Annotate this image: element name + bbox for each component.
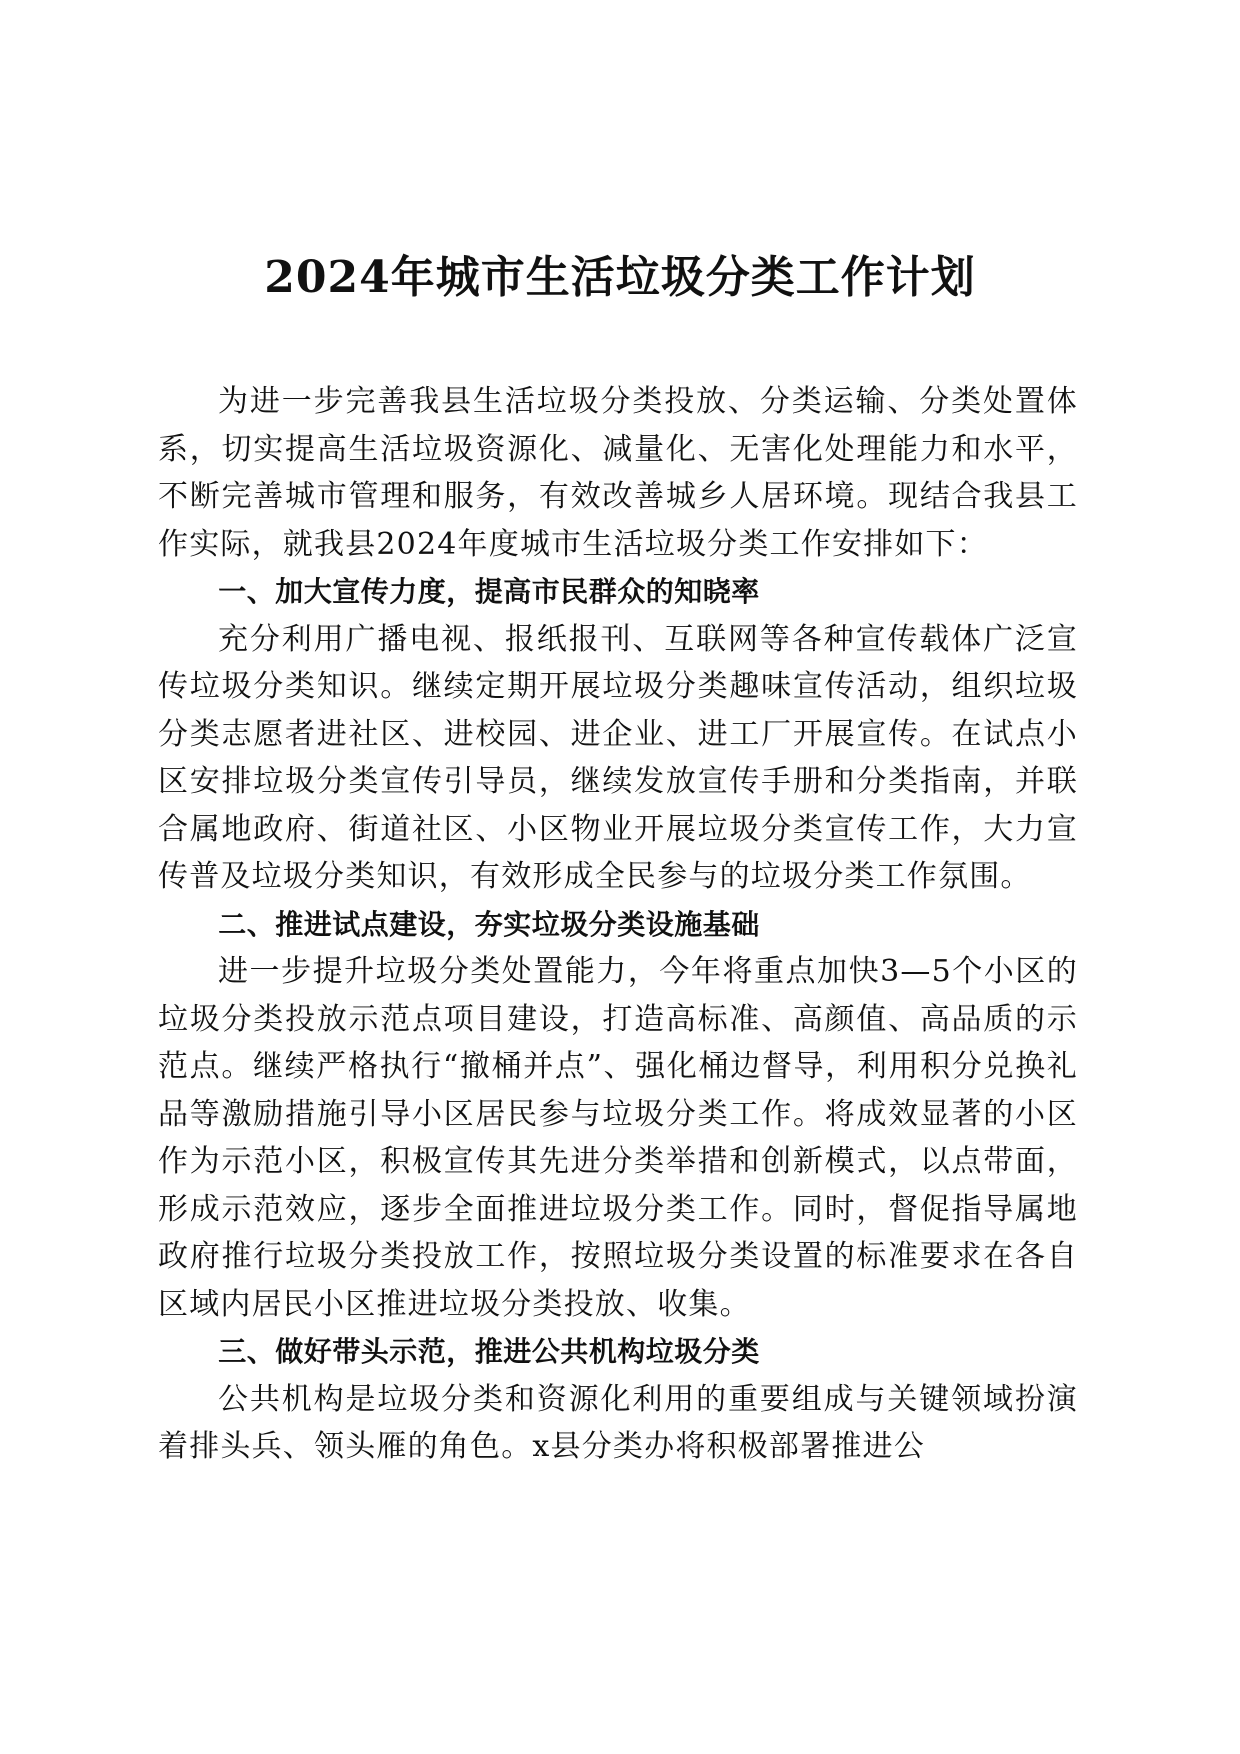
section-paragraph-1: 充分利用广播电视、报纸报刊、互联网等各种宣传载体广泛宣传垃圾分类知识。继续定期开展垃圾分类趣味宣传活动，组织垃圾分类志愿者进社区、进校园、进企业、进工厂开展宣传。在试点小区安排垃圾分类宣传引导员，继续发放宣传手册和分类指南，并联合属地政府、街道社区、小区物业开展垃圾分类宣传工作，大力宣传普及垃圾分类知识，有效形成全民参与的垃圾分类工作氛围。 — [158, 621, 1078, 894]
intro-paragraph: 为进一步完善我县生活垃圾分类投放、分类运输、分类处置体系，切实提高生活垃圾资源化、减量化、无害化处理能力和水平，不断完善城市管理和服务，有效改善城乡人居环境。现结合我县工作实际，就我县2024年度城市生活垃圾分类工作安排如下： — [158, 384, 1078, 562]
page-title: 2024年城市生活垃圾分类工作计划 — [264, 252, 976, 303]
section-paragraph-2: 进一步提升垃圾分类处置能力，今年将重点加快3—5个小区的垃圾分类投放示范点项目建设，打造高标准、高颜值、高品质的示范点。继续严格执行“撤桶并点”、强化桶边督导，利用积分兑换礼品等激励措施引导小区居民参与垃圾分类工作。将成效显著的小区作为示范小区，积极宣传其先进分类举措和创新模式，以点带面，形成示范效应，逐步全面推进垃圾分类工作。同时，督促指导属地政府推行垃圾分类投放工作，按照垃圾分类设置的标准要求在各自区域内居民小区推进垃圾分类投放、收集。 — [158, 954, 1078, 1322]
document-body — [158, 378, 1078, 1471]
section-heading-2: 二、推进试点建设，夯实垃圾分类设施基础 — [218, 907, 760, 941]
section-paragraph-3: 公共机构是垃圾分类和资源化利用的重要组成与关键领域扮演着排头兵、领头雁的角色。x县分类办将积极部署推进公 — [158, 1381, 1078, 1464]
section-heading-3: 三、做好带头示范，推进公共机构垃圾分类 — [218, 1335, 760, 1368]
section-heading-1: 一、加大宣传力度，提高市民群众的知晓率 — [218, 575, 760, 608]
